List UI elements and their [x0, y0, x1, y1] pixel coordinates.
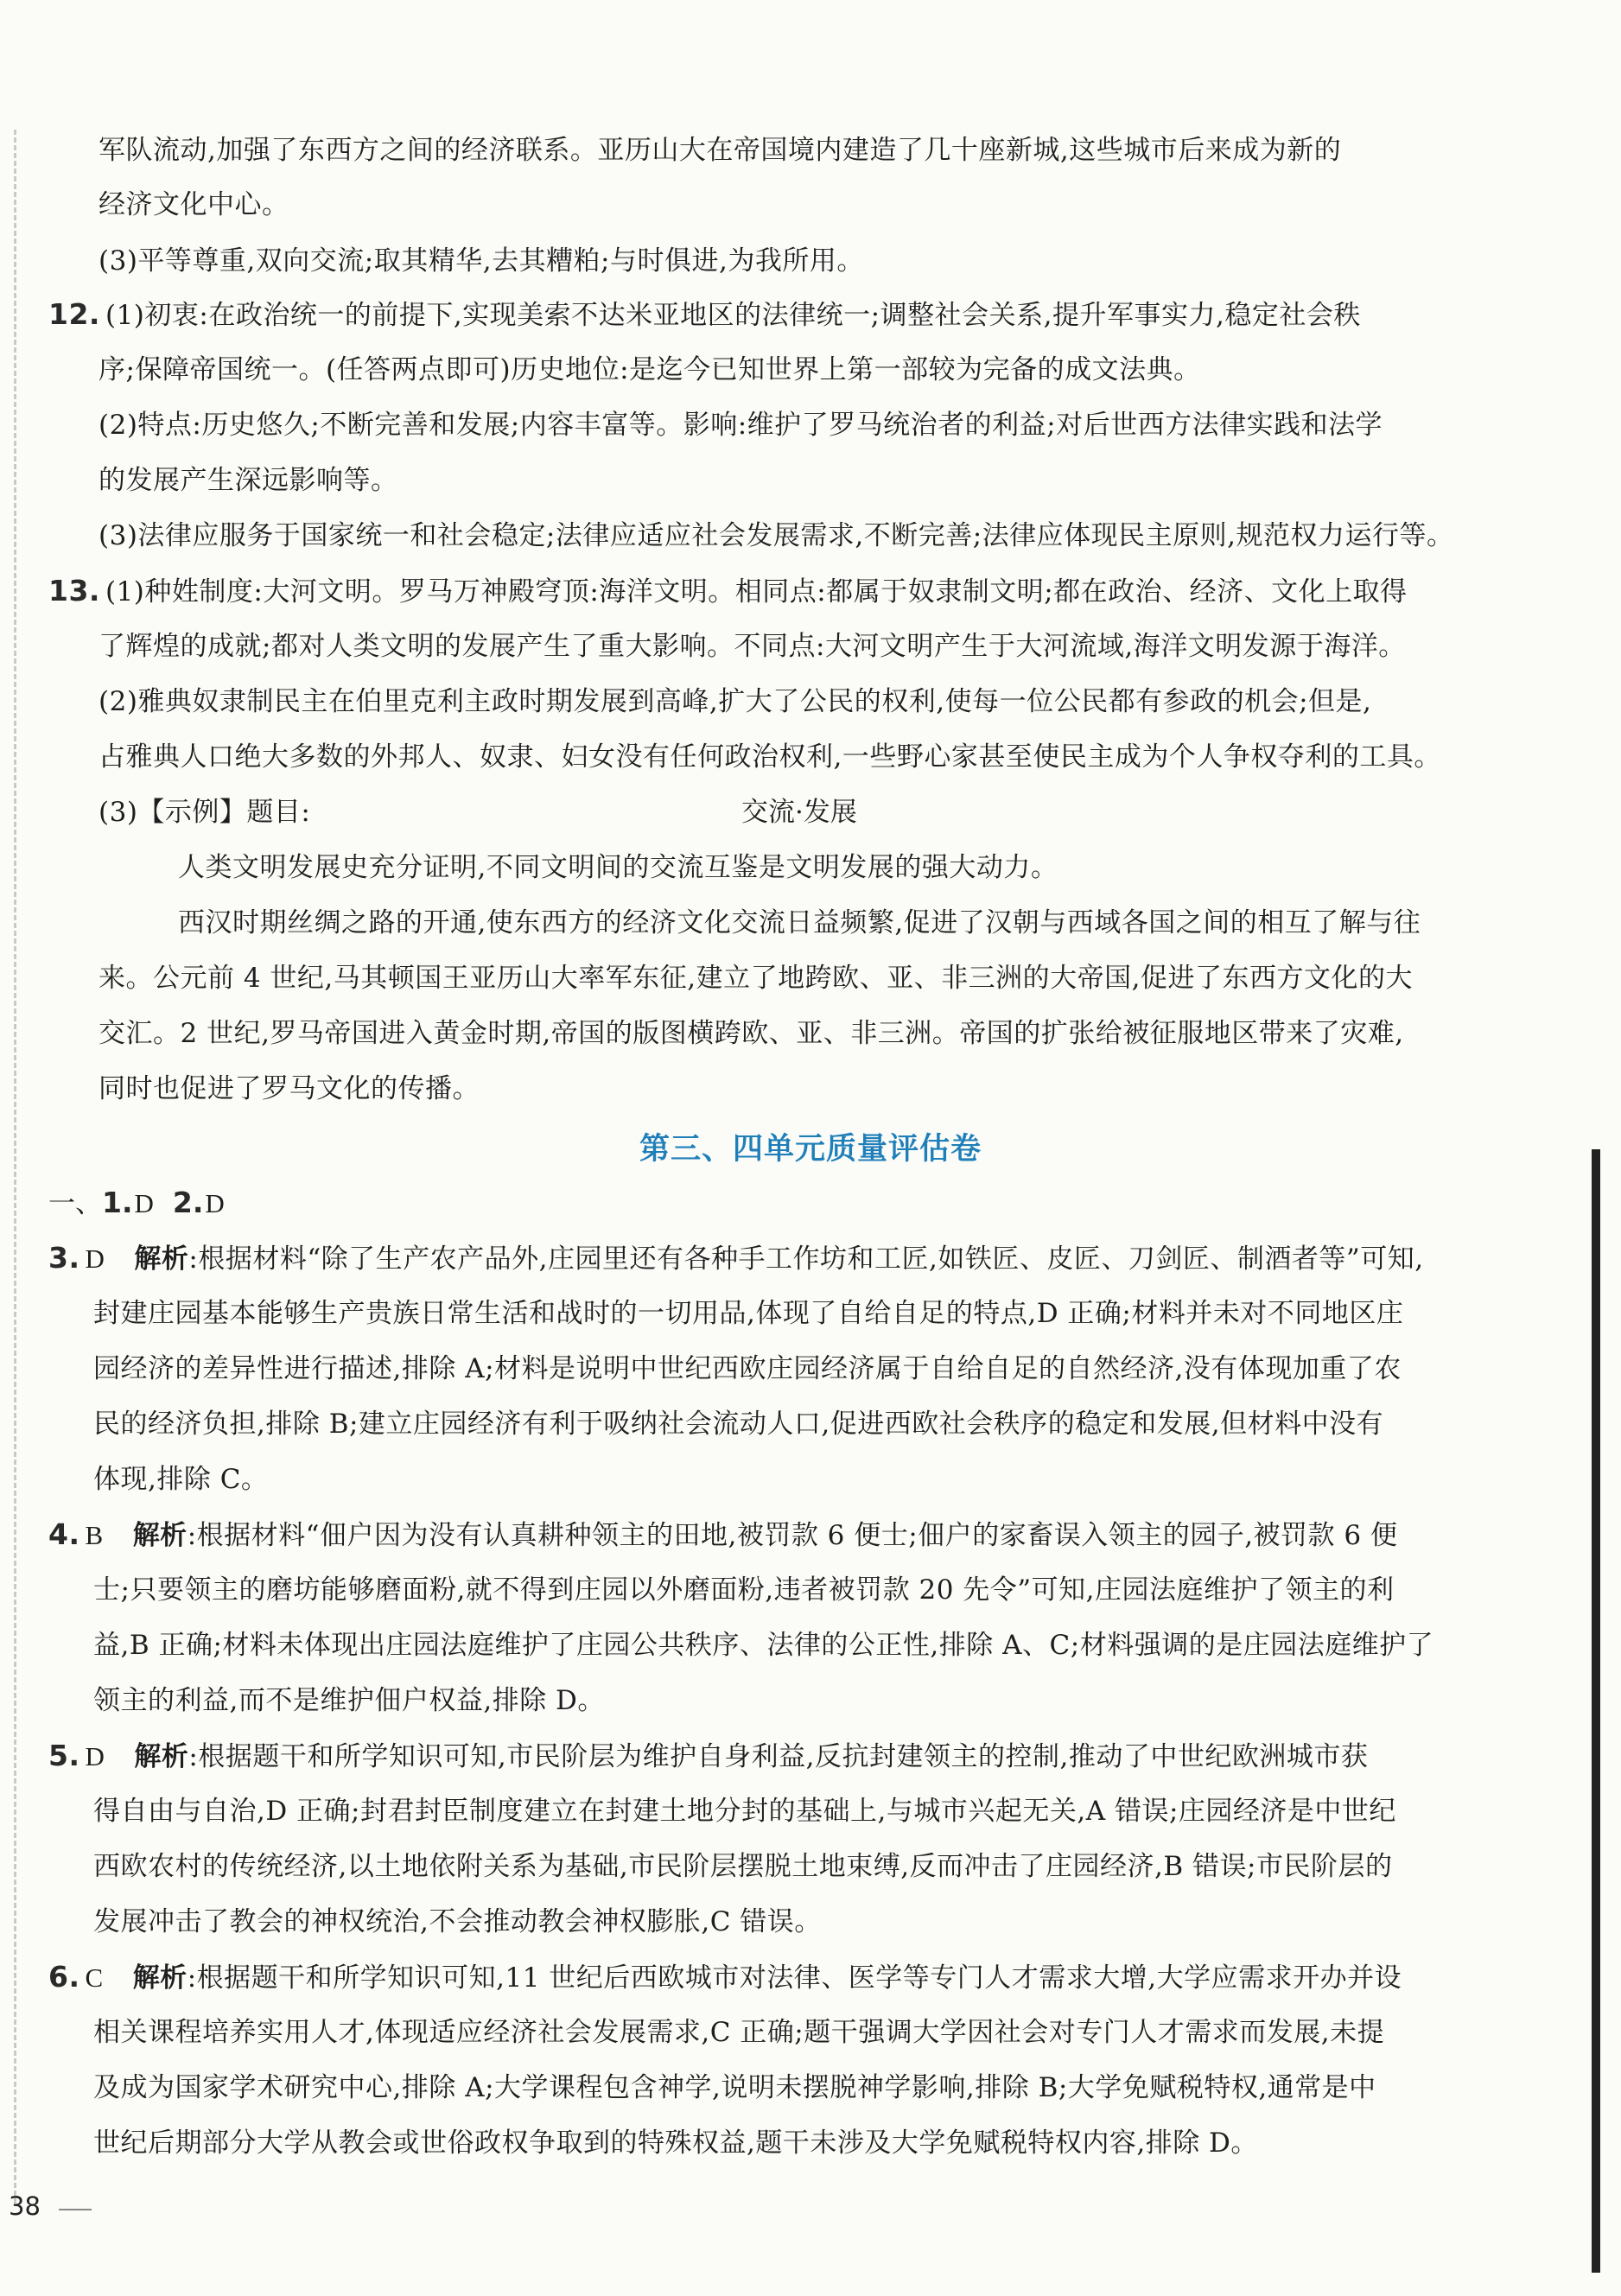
question-5-line: [48, 1739, 1483, 1774]
answer-letter: D: [205, 1188, 225, 1218]
analysis-label: 解析: [132, 1962, 188, 1994]
text-line: 人类文明发展史充分证明,不同文明间的交流互鉴是文明发展的强大动力。: [178, 852, 1058, 883]
text-line: 西欧农村的传统经济,以土地依附关系为基础,市民阶层摆脱土地束缚,反而冲击了庄园经济,B 错误;市民阶层的: [93, 1851, 1393, 1882]
text-line: 园经济的差异性进行描述,排除 A;材料是说明中世纪西欧庄园经济属于自给自足的自然经济,没有体现加重了农: [93, 1353, 1402, 1384]
text-line: 体现,排除 C。: [93, 1464, 269, 1495]
question-4-line: [48, 1517, 1483, 1553]
question-6-line: [48, 1960, 1483, 1995]
question-13-line: [48, 574, 1483, 609]
analysis-label: 解析: [132, 1520, 188, 1551]
text-line: 军队流动,加强了东西方之间的经济联系。亚历山大在帝国境内建造了几十座新城,这些城市后来成为新的: [99, 135, 1342, 166]
text-line: (2)雅典奴隶制民主在伯里克利主政时期发展到高峰,扩大了公民的权利,使每一位公民都有参政的机会;但是,: [99, 686, 1372, 717]
multiple-choice-row: [48, 1186, 254, 1221]
text-line: 世纪后期部分大学从教会或世俗政权争取到的特殊权益,题干未涉及大学免赋税特权内容,排除 D。: [93, 2127, 1258, 2159]
question-number: 12.: [48, 297, 100, 331]
text-line: (3)【示例】题目:: [99, 797, 311, 828]
question-number: 5.: [48, 1739, 80, 1772]
text-span: :根据题干和所学知识可知,市民阶层为维护自身利益,反抗封建领主的控制,推动了中世纪欧洲城市获: [188, 1741, 1369, 1772]
answer-letter: D: [85, 1741, 105, 1771]
text-line: 相关课程培养实用人才,体现适应经济社会发展需求,C 正确;题干强调大学因社会对专门人才需求而发展,未提: [93, 2017, 1385, 2048]
question-number: 1.: [102, 1186, 133, 1219]
essay-title: 交流·发展: [741, 797, 857, 828]
text-line: 了辉煌的成就;都对人类文明的发展产生了重大影响。不同点:大河文明产生于大河流域,海洋文明发源于海洋。: [99, 631, 1406, 662]
scan-edge-bar: [1592, 1149, 1600, 2273]
text-line: 同时也促进了罗马文化的传播。: [99, 1073, 480, 1104]
answer-letter: D: [85, 1243, 105, 1274]
text-span: (1)种姓制度:大河文明。罗马万神殿穹顶:海洋文明。相同点:都属于奴隶制文明;都在政治、经济、文化上取得: [105, 576, 1408, 607]
question-3-line: [48, 1241, 1483, 1276]
question-number: 4.: [48, 1517, 80, 1551]
question-number: 13.: [48, 574, 100, 607]
analysis-label: 解析: [134, 1243, 189, 1275]
text-line: 的发展产生深远影响等。: [99, 465, 398, 496]
text-line: (2)特点:历史悠久;不断完善和发展;内容丰富等。影响:维护了罗马统治者的利益;对后世西方法律实践和法学: [99, 410, 1383, 441]
text-line: 得自由与自治,D 正确;封君封臣制度建立在封建土地分封的基础上,与城市兴起无关,A 错误;庄园经济是中世纪: [93, 1796, 1396, 1827]
question-number: 6.: [48, 1960, 80, 1994]
text-line: (3)平等尊重,双向交流;取其精华,去其糟粕;与时俱进,为我所用。: [99, 245, 864, 277]
text-line: 经济文化中心。: [99, 189, 289, 220]
page-number-rule: [59, 2209, 92, 2210]
text-line: 领主的利益,而不是维护佃户权益,排除 D。: [93, 1685, 605, 1716]
text-line: 益,B 正确;材料未体现出庄园法庭维护了庄园公共秩序、法律的公正性,排除 A、C;材料强调的是庄园法庭维护了: [93, 1630, 1434, 1661]
text-line: 及成为国家学术研究中心,排除 A;大学课程包含神学,说明未摆脱神学影响,排除 B;大学免赋税特权,通常是中: [93, 2072, 1376, 2103]
question-12-line: [48, 297, 1483, 333]
answer-letter: D: [134, 1188, 154, 1218]
text-line: (3)法律应服务于国家统一和社会稳定;法律应适应社会发展需求,不断完善;法律应体现民主原则,规范权力运行等。: [99, 520, 1454, 551]
section-title: 第三、四单元质量评估卷: [639, 1132, 982, 1167]
answer-letter: B: [85, 1520, 104, 1550]
text-line: 发展冲击了教会的神权统治,不会推动教会神权膨胀,C 错误。: [93, 1906, 822, 1937]
text-line: 交汇。2 世纪,罗马帝国进入黄金时期,帝国的版图横跨欧、亚、非三洲。帝国的扩张给被征服地区带来了灾难,: [99, 1018, 1404, 1049]
text-span: :根据材料“除了生产农产品外,庄园里还有各种手工作坊和工匠,如铁匠、皮匠、刀剑匠、制酒者等”可知,: [188, 1243, 1424, 1275]
page-number: 38: [9, 2191, 41, 2221]
text-span: :根据题干和所学知识可知,11 世纪后西欧城市对法律、医学等专门人才需求大增,大学应需求开办并设: [187, 1962, 1402, 1994]
text-line: 民的经济负担,排除 B;建立庄园经济有利于吸纳社会流动人口,促进西欧社会秩序的稳定和发展,但材料中没有: [93, 1409, 1384, 1440]
text-span: (1)初衷:在政治统一的前提下,实现美索不达米亚地区的法律统一;调整社会关系,提升军事实力,稳定社会秩: [105, 300, 1361, 331]
question-number: 3.: [48, 1241, 80, 1275]
text-line: 占雅典人口绝大多数的外邦人、奴隶、妇女没有任何政治权利,一些野心家甚至使民主成为个人争权夺利的工具。: [99, 741, 1441, 773]
text-line: 士;只要领主的磨坊能够磨面粉,就不得到庄园以外磨面粉,违者被罚款 20 先令”可知,庄园法庭维护了领主的利: [93, 1574, 1395, 1606]
text-span: :根据材料“佃户因为没有认真耕种领主的田地,被罚款 6 便士;佃户的家畜误入领主的园子,被罚款 6 便: [187, 1520, 1398, 1551]
text-line: 西汉时期丝绸之路的开通,使东西方的经济文化交流日益频繁,促进了汉朝与西域各国之间的相互了解与往: [178, 907, 1421, 938]
question-number: 2.: [172, 1186, 204, 1219]
analysis-label: 解析: [134, 1741, 189, 1772]
text-line: 来。公元前 4 世纪,马其顿国王亚历山大率军东征,建立了地跨欧、亚、非三洲的大帝国,促进了东西方文化的大: [99, 963, 1413, 994]
text-line: 封建庄园基本能够生产贵族日常生活和战时的一切用品,体现了自给自足的特点,D 正确;材料并未对不同地区庄: [93, 1298, 1404, 1329]
section-prefix: 一、: [48, 1188, 102, 1219]
answer-letter: C: [85, 1962, 104, 1993]
text-line: 序;保障帝国统一。(任答两点即可)历史地位:是迄今已知世界上第一部较为完备的成文法典。: [99, 354, 1201, 385]
